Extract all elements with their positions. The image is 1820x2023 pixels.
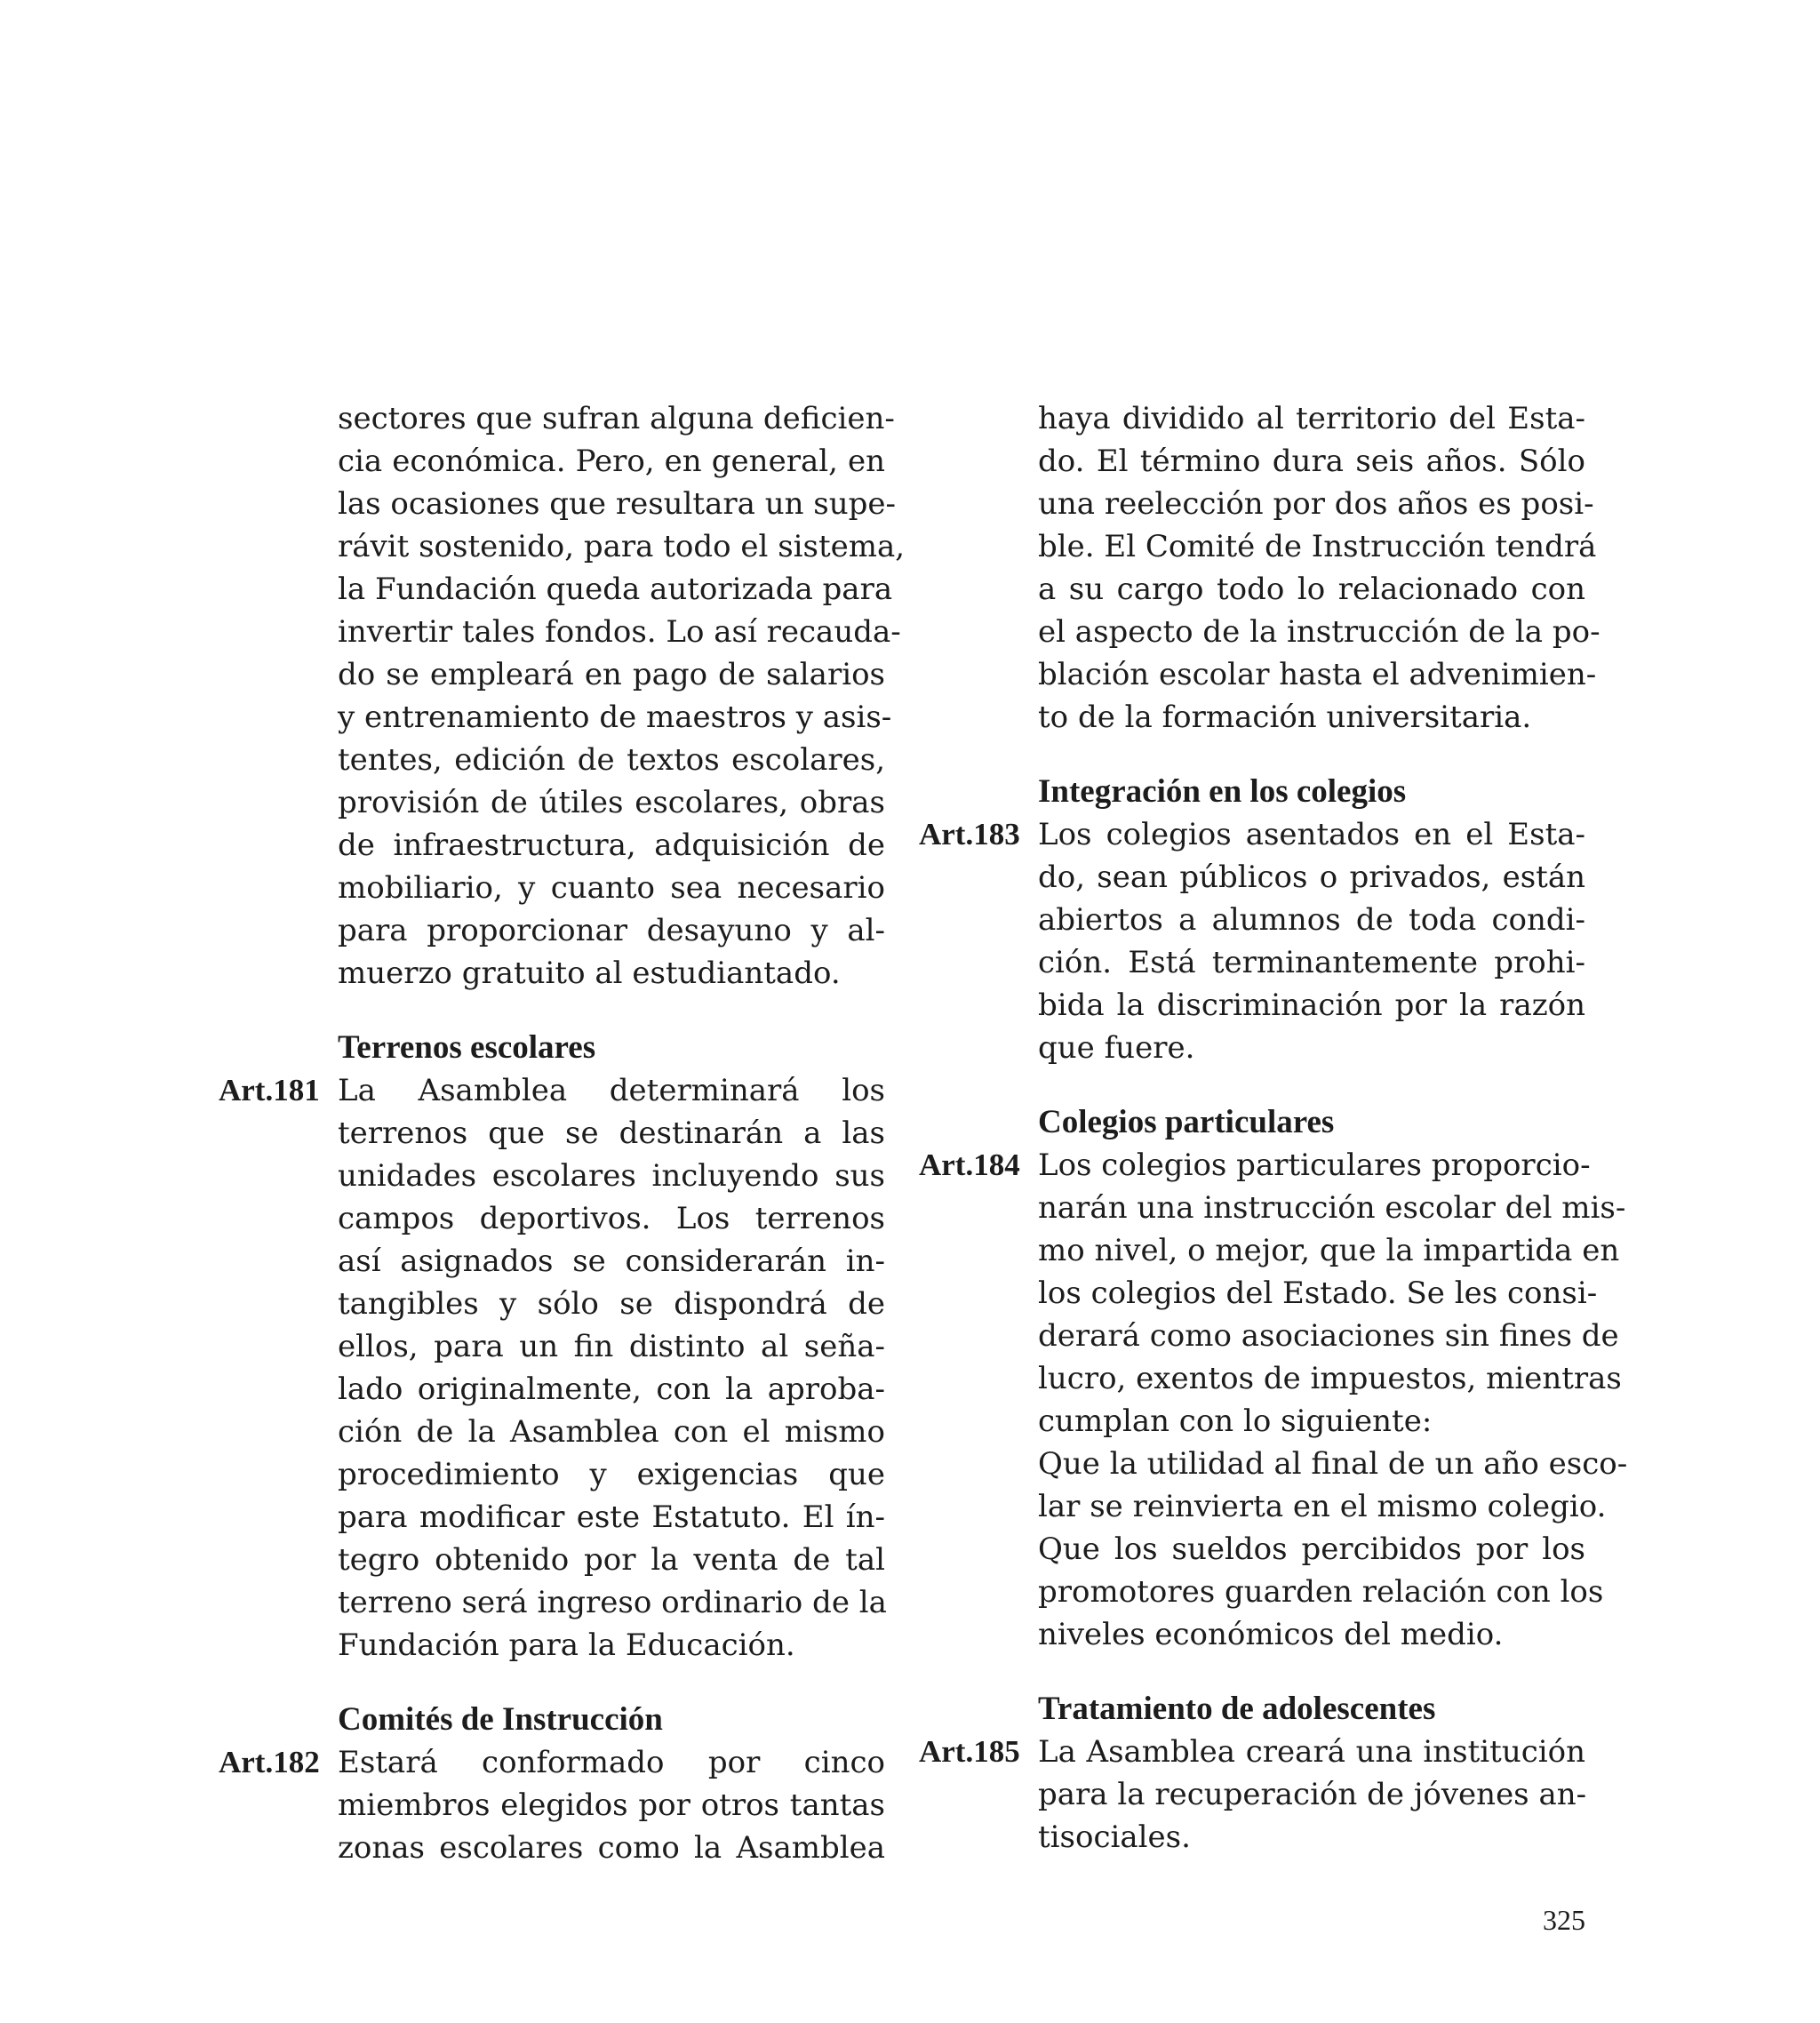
article-number: Art.182 bbox=[219, 1745, 320, 1779]
text-line: provisión de útiles escolares, obras bbox=[338, 785, 885, 820]
text-line: muerzo gratuito al estudiantado. bbox=[338, 956, 841, 991]
section-heading-colegios-particulares: Colegios particulares bbox=[1038, 1104, 1335, 1140]
text-line: para la recuperación de jóvenes an- bbox=[1038, 1777, 1587, 1812]
text-line: los colegios del Estado. Se les consi- bbox=[1038, 1275, 1598, 1311]
text-line: cumplan con lo siguiente: bbox=[1038, 1403, 1433, 1439]
intro-paragraph bbox=[1038, 397, 1600, 739]
text-line: ellos, para un fin distinto al seña- bbox=[338, 1329, 885, 1364]
text-line: Fundación para la Educación. bbox=[338, 1627, 795, 1663]
text-line: lado originalmente, con la aproba- bbox=[338, 1371, 885, 1407]
text-line: tentes, edición de textos escolares, bbox=[338, 742, 885, 778]
text-line: que fuere. bbox=[1038, 1030, 1195, 1066]
text-line: Que los sueldos percibidos por los bbox=[1038, 1531, 1585, 1567]
text-line: invertir tales fondos. Lo así recauda- bbox=[338, 614, 901, 650]
section-heading-tratamiento-de-adolescentes: Tratamiento de adolescentes bbox=[1038, 1691, 1436, 1727]
text-line: ción de la Asamblea con el mismo bbox=[338, 1414, 885, 1450]
text-line: mo nivel, o mejor, que la impartida en bbox=[1038, 1233, 1620, 1268]
text-line: narán una instrucción escolar del mis- bbox=[1038, 1190, 1626, 1226]
text-line: terrenos que se destinarán a las bbox=[338, 1115, 885, 1151]
text-line: mobiliario, y cuanto sea necesario bbox=[338, 870, 885, 906]
text-line: de infraestructura, adquisición de bbox=[338, 828, 885, 863]
article-185 bbox=[919, 1731, 1587, 1859]
text-line: rávit sostenido, para todo el sistema, bbox=[338, 529, 906, 564]
text-line: zonas escolares como la Asamblea bbox=[338, 1830, 885, 1866]
text-line: bida la discriminación por la razón bbox=[1038, 988, 1585, 1023]
text-line: Los colegios asentados en el Esta- bbox=[1038, 817, 1585, 852]
text-line: ble. El Comité de Instrucción tendrá bbox=[1038, 529, 1597, 564]
text-line: do, sean públicos o privados, están bbox=[1038, 860, 1585, 895]
text-line: Estará conformado por cinco bbox=[338, 1745, 885, 1780]
text-line: miembros elegidos por otros tantas bbox=[338, 1787, 885, 1823]
text-line: haya dividido al territorio del Esta- bbox=[1038, 401, 1585, 436]
text-line: lar se reinvierta en el mismo colegio. bbox=[1038, 1489, 1607, 1524]
text-line: sectores que sufran alguna deficien- bbox=[338, 401, 895, 436]
page-number: 325 bbox=[1543, 1904, 1585, 1936]
text-line: blación escolar hasta el advenimien- bbox=[1038, 657, 1597, 692]
text-line: do. El término dura seis años. Sólo bbox=[1038, 444, 1585, 479]
text-line: terreno será ingreso ordinario de la bbox=[338, 1585, 887, 1620]
text-line: las ocasiones que resultara un supe- bbox=[338, 486, 897, 522]
text-line: y entrenamiento de maestros y asis- bbox=[338, 700, 892, 735]
text-line: cia económica. Pero, en general, en bbox=[338, 444, 885, 479]
section-heading-integracion-en-los-colegios: Integración en los colegios bbox=[1038, 773, 1407, 810]
section-heading-comites-de-instruccion: Comités de Instrucción bbox=[338, 1701, 663, 1738]
text-line: campos deportivos. Los terrenos bbox=[338, 1201, 885, 1236]
text-line: a su cargo todo lo relacionado con bbox=[1038, 572, 1585, 607]
text-line: Los colegios particulares proporcio- bbox=[1038, 1147, 1591, 1183]
text-line: la Fundación queda autorizada para bbox=[338, 572, 893, 607]
text-line: to de la formación universitaria. bbox=[1038, 700, 1532, 735]
right-column bbox=[919, 397, 1628, 1859]
text-line: para modificar este Estatuto. El ín- bbox=[338, 1499, 885, 1535]
text-line: una reelección por dos años es posi- bbox=[1038, 486, 1594, 522]
text-line: ción. Está terminantemente prohi- bbox=[1038, 945, 1585, 980]
text-line: para proporcionar desayuno y al- bbox=[338, 913, 885, 948]
article-183 bbox=[919, 813, 1585, 1069]
text-line: abiertos a alumnos de toda condi- bbox=[1038, 902, 1585, 938]
text-line: lucro, exentos de impuestos, mientras bbox=[1038, 1361, 1622, 1396]
text-line: La Asamblea creará una institución bbox=[1038, 1734, 1585, 1770]
article-number: Art.183 bbox=[919, 817, 1020, 852]
text-line: unidades escolares incluyendo sus bbox=[338, 1158, 885, 1194]
text-line: promotores guarden relación con los bbox=[1038, 1574, 1604, 1610]
article-number: Art.184 bbox=[919, 1147, 1020, 1182]
section-heading-terrenos-escolares: Terrenos escolares bbox=[338, 1029, 596, 1066]
text-line: derará como asociaciones sin fines de bbox=[1038, 1318, 1619, 1354]
intro-paragraph bbox=[338, 397, 906, 995]
text-line: tegro obtenido por la venta de tal bbox=[338, 1542, 885, 1578]
text-line: procedimiento y exigencias que bbox=[338, 1457, 885, 1492]
article-181 bbox=[219, 1069, 887, 1667]
text-line: La Asamblea determinará los bbox=[338, 1073, 885, 1108]
text-line: así asignados se considerarán in- bbox=[338, 1243, 885, 1279]
text-line: niveles económicos del medio. bbox=[1038, 1617, 1504, 1652]
text-line: Que la utilidad al final de un año esco- bbox=[1038, 1446, 1628, 1482]
text-line: tisociales. bbox=[1038, 1819, 1191, 1855]
text-line: tangibles y sólo se dispondrá de bbox=[338, 1286, 885, 1322]
article-182 bbox=[219, 1741, 885, 1869]
text-line: el aspecto de la instrucción de la po- bbox=[1038, 614, 1600, 650]
text-line: do se empleará en pago de salarios bbox=[338, 657, 885, 692]
article-number: Art.185 bbox=[919, 1734, 1020, 1769]
left-column bbox=[219, 397, 906, 1869]
article-number: Art.181 bbox=[219, 1073, 320, 1107]
article-184 bbox=[919, 1144, 1628, 1656]
